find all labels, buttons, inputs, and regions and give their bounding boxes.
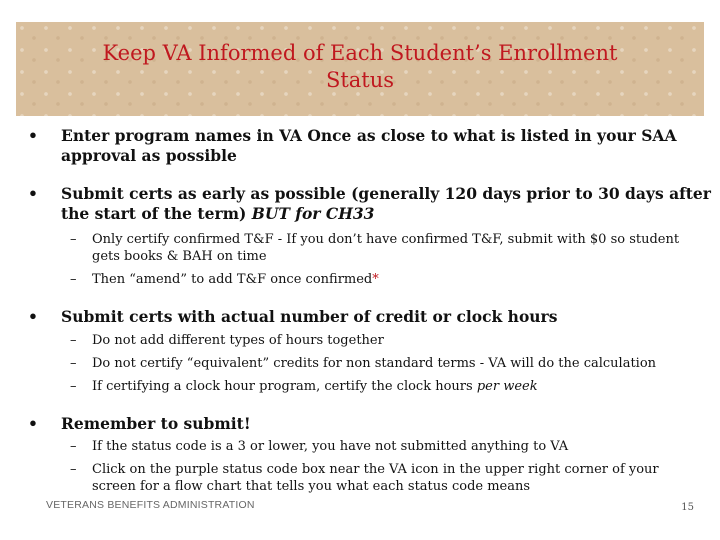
footer-label: VETERANS BENEFITS ADMINISTRATION — [46, 499, 255, 511]
bullet-text: Enter program names in VA Once as close to what is listed in your SAA approval as possible — [61, 126, 677, 165]
bullet-text-main: Submit certs as early as possible (generally 120 days prior to 30 days after the start of the term) — [61, 184, 711, 223]
dash-icon: – — [70, 379, 77, 394]
bullet-text: Remember to submit! — [61, 414, 251, 433]
dash-icon: – — [70, 333, 77, 348]
dash-icon: – — [70, 232, 77, 247]
dash-icon: – — [70, 462, 77, 477]
dash-icon: – — [70, 439, 77, 454]
bullet-text: Submit certs with actual number of credit or clock hours — [61, 307, 558, 326]
bullet-icon: • — [28, 184, 38, 203]
title-line-2: Status — [325, 68, 395, 92]
sub-bullet-text — [92, 379, 697, 396]
dash-icon: – — [70, 272, 77, 287]
bullet-text-emphasis: BUT for CH33 — [251, 204, 375, 223]
bullet-icon: • — [28, 307, 38, 326]
sub-bullet-text: If the status code is a 3 or lower, you have not submitted anything to VA — [92, 439, 569, 454]
bullet-icon: • — [28, 126, 38, 145]
page-number: 15 — [681, 502, 694, 513]
dash-icon: – — [70, 356, 77, 371]
sub-bullet-text: Do not certify “equivalent” credits for non standard terms - VA will do the calculation — [92, 356, 657, 371]
asterisk-mark: * — [372, 272, 379, 287]
sub-bullet-main: If certifying a clock hour program, certify the clock hours — [92, 379, 477, 394]
sub-bullet-text: Do not add different types of hours together — [92, 333, 384, 348]
sub-bullet-emphasis: per week — [476, 379, 538, 394]
sub-bullet-text: Click on the purple status code box near the VA icon in the upper right corner of your screen for a flow chart that tells you what each status code means — [92, 462, 659, 494]
sub-bullet-main: Then “amend” to add T&F once confirmed — [92, 272, 373, 287]
bullet-icon: • — [28, 414, 38, 433]
sub-bullet-text — [92, 272, 697, 289]
bullet-text — [61, 184, 711, 224]
sub-bullet-text: Only certify confirmed T&F - If you don’t have confirmed T&F, submit with $0 so student gets books & BAH on time — [92, 232, 680, 264]
title-line-1: Keep VA Informed of Each Student’s Enrollment — [102, 41, 618, 65]
